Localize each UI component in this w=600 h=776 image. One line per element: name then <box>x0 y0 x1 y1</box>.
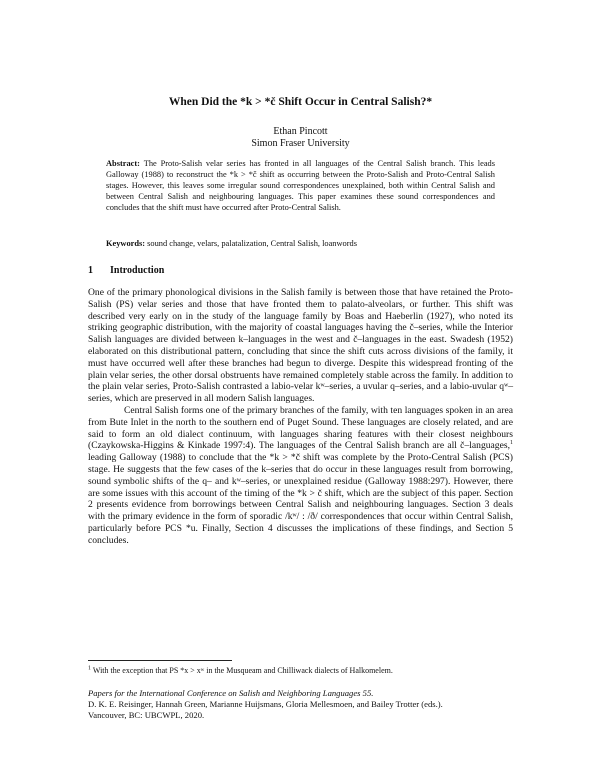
paragraph-1: One of the primary phonological divisions in the Salish family is between those that have retained the Proto-Salish (PS) velar series and those that have fronted them to palato-alveolars, or further. This shift was described very early on in the study of the language family by Boas and Haeberlin (1927), who noted its striking geographic distribution, with the majority of coastal languages having the č–series, while the Interior Salish languages are divided between k–languages in the west and č–languages in the east. Swadesh (1952) elaborated on this distributional pattern, concluding that since the shift cuts across divisions of the family, it must have occurred well after these branches had begun to diverge. Despite this widespread fronting of the plain velar series, the other dorsal obstruents have remained completely stable across the family. In addition to the plain velar series, Proto-Salish contrasted a labio-velar kʷ–series, a uvular q–series, and a labio-uvular qʷ–series, which are preserved in all modern Salish languages. <box>88 287 513 405</box>
author-affiliation: Simon Fraser University <box>251 138 350 149</box>
footnote-mark[interactable]: 1 <box>510 440 513 447</box>
body-text <box>88 287 513 547</box>
abstract-label: Abstract: <box>106 159 140 168</box>
paper-page <box>88 0 513 776</box>
keywords-label: Keywords: <box>106 239 146 248</box>
section-number: 1 <box>88 265 93 276</box>
publisher: Vancouver, BC: UBCWPL, 2020. <box>88 710 205 720</box>
paragraph-2-part-b: leading Galloway (1988) to conclude that the *k > *č shift was complete by the Proto-Central Salish (PCS) stage. He suggests that the few cases of the k–series that do occur in these languages result from borrowing, sound symbolic shifts of the q– and kʷ–series, or unexplained residue (Galloway 1988:297). However, there are some issues with this account of the timing of the *k > č shift, which are the subject of this paper. Section 2 presents evidence from borrowings between Central Salish and neighbouring languages. Section 3 deals with the primary evidence in the form of sporadic /kʷ/ : /ð/ correspondences that occur within Central Salish, particularly before PCS *u. Finally, Section 4 discusses the implications of these findings, and Section 5 concludes. <box>88 452 513 546</box>
venue: Papers for the International Conference on Salish and Neighboring Languages 55. <box>88 688 374 698</box>
paragraph-2-part-a: Central Salish forms one of the primary branches of the family, with ten languages spoken in an area from Bute Inlet in the north to the southern end of Puget Sound. These languages are closely related, and are said to form an old dialect continuum, with languages sharing features with their closest neighbours (Czaykowska-Higgins & Kinkade 1997:4). The languages of the Central Salish branch are all č–languages, <box>88 404 513 452</box>
footnote-text: With the exception that PS *x > xʷ in the Musqueam and Chilliwack dialects of Halkomelem. <box>91 666 393 675</box>
author-block <box>88 126 513 150</box>
editors: D. K. E. Reisinger, Hannah Green, Marianne Huijsmans, Gloria Mellesmoen, and Bailey Trotter (eds.). <box>88 699 443 709</box>
keywords-text: sound change, velars, palatalization, Central Salish, loanwords <box>147 239 357 248</box>
paper-title: When Did the *k > *č Shift Occur in Central Salish?* <box>168 96 433 108</box>
footnote-number: 1 <box>88 665 91 672</box>
footnote <box>88 666 513 676</box>
keywords <box>106 238 495 249</box>
section-heading <box>88 265 164 276</box>
author-name: Ethan Pincott <box>273 126 328 137</box>
section-title: Introduction <box>110 265 165 276</box>
abstract <box>106 158 495 213</box>
paragraph-2 <box>88 405 513 547</box>
publication-info <box>88 688 513 721</box>
footnote-divider <box>88 660 232 661</box>
abstract-text: The Proto-Salish velar series has fronted in all languages of the Central Salish branch. This leads Galloway (1988) to reconstruct the *k > *č shift as occurring between the Proto-Salish and Proto-Central Salish stages. However, this leaves some irregular sound correspondences unexplained, both within Central Salish and between Central Salish and neighbouring languages. This paper examines these sound correspondences and concludes that the shift must have occurred after Proto-Central Salish. <box>106 159 495 212</box>
